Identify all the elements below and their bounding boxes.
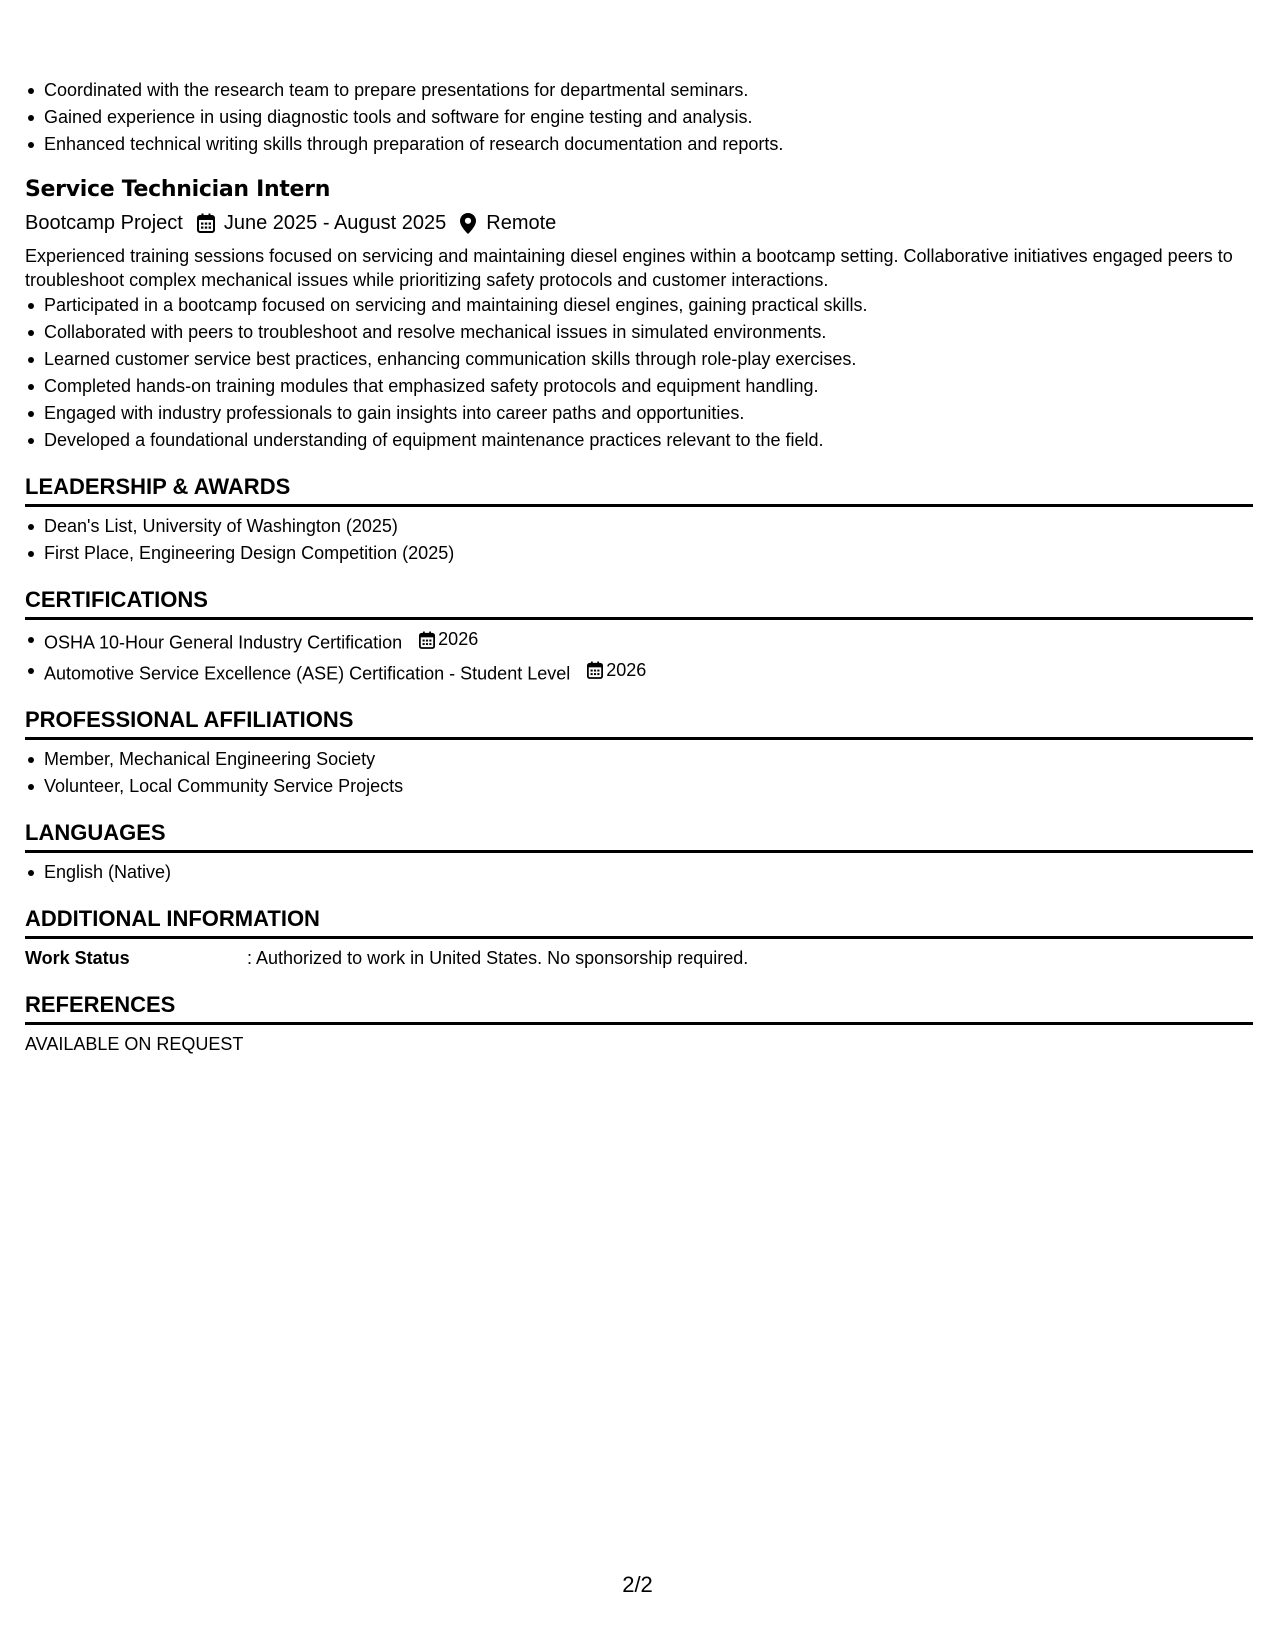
list-item: First Place, Engineering Design Competition (2025) (44, 540, 1253, 567)
job-location: Remote (486, 212, 557, 234)
references-text: AVAILABLE ON REQUEST (25, 1034, 244, 1054)
list-item: Collaborated with peers to troubleshoot and resolve mechanical issues in simulated environments. (44, 319, 1253, 346)
list-item: Learned customer service best practices, enhancing communication skills through role-play exercises. (44, 346, 1253, 373)
certification-year: 2026 (606, 659, 647, 680)
previous-job-bullets (25, 77, 1253, 158)
list-item (44, 626, 1253, 657)
certification-name: OSHA 10-Hour General Industry Certification (44, 632, 403, 653)
languages-list (25, 859, 1253, 886)
list-item (44, 657, 1253, 688)
resume-page-2 (25, 77, 1253, 1058)
certification-date (419, 626, 478, 653)
list-item: Engaged with industry professionals to gain insights into career paths and opportunities. (44, 400, 1253, 427)
list-item: Enhanced technical writing skills through preparation of research documentation and reports. (44, 131, 1253, 158)
list-item: Developed a foundational understanding of equipment maintenance practices relevant to the field. (44, 427, 1253, 454)
list-item: Participated in a bootcamp focused on servicing and maintaining diesel engines, gaining practical skills. (44, 292, 1253, 319)
job-title: Service Technician Intern (25, 177, 331, 202)
list-item: English (Native) (44, 859, 1253, 886)
list-item: Volunteer, Local Community Service Projects (44, 773, 1253, 800)
list-item: Gained experience in using diagnostic tools and software for engine testing and analysis. (44, 104, 1253, 131)
section-heading-certifications: CERTIFICATIONS (25, 585, 1253, 620)
affiliations-list (25, 746, 1253, 800)
list-item: Coordinated with the research team to prepare presentations for departmental seminars. (44, 77, 1253, 104)
work-status-label: Work Status (25, 948, 130, 968)
section-heading-references: REFERENCES (25, 990, 1253, 1025)
list-item: Dean's List, University of Washington (2025) (44, 513, 1253, 540)
section-heading-affiliations: PROFESSIONAL AFFILIATIONS (25, 705, 1253, 740)
section-heading-additional-information: ADDITIONAL INFORMATION (25, 904, 1253, 939)
work-status-row (25, 945, 1253, 972)
certification-year: 2026 (438, 629, 479, 649)
job-bullets (25, 292, 1253, 454)
certification-name: Automotive Service Excellence (ASE) Certification - Student Level (44, 663, 571, 683)
page-number: 2/2 (622, 1572, 653, 1597)
calendar-icon (587, 661, 603, 679)
map-pin-icon (460, 213, 476, 234)
job-organization: Bootcamp Project (25, 212, 183, 234)
leadership-list (25, 513, 1253, 567)
job-dates: June 2025 - August 2025 (223, 212, 447, 234)
certification-date (587, 657, 646, 684)
calendar-icon (419, 631, 435, 649)
work-status-value: : Authorized to work in United States. No sponsorship required. (247, 948, 749, 968)
section-heading-languages: LANGUAGES (25, 818, 1253, 853)
list-item: Member, Mechanical Engineering Society (44, 746, 1253, 773)
job-meta (25, 208, 1253, 238)
certifications-list (25, 626, 1253, 687)
section-heading-leadership: LEADERSHIP & AWARDS (25, 472, 1253, 507)
calendar-icon (197, 213, 215, 233)
list-item: Completed hands-on training modules that emphasized safety protocols and equipment handling. (44, 373, 1253, 400)
job-description: Experienced training sessions focused on servicing and maintaining diesel engines within a bootcamp setting. Collaborative initiatives engaged peers to troubleshoot complex mechanical issues while prioritizing safety protocols and customer interactions. (25, 246, 1233, 290)
